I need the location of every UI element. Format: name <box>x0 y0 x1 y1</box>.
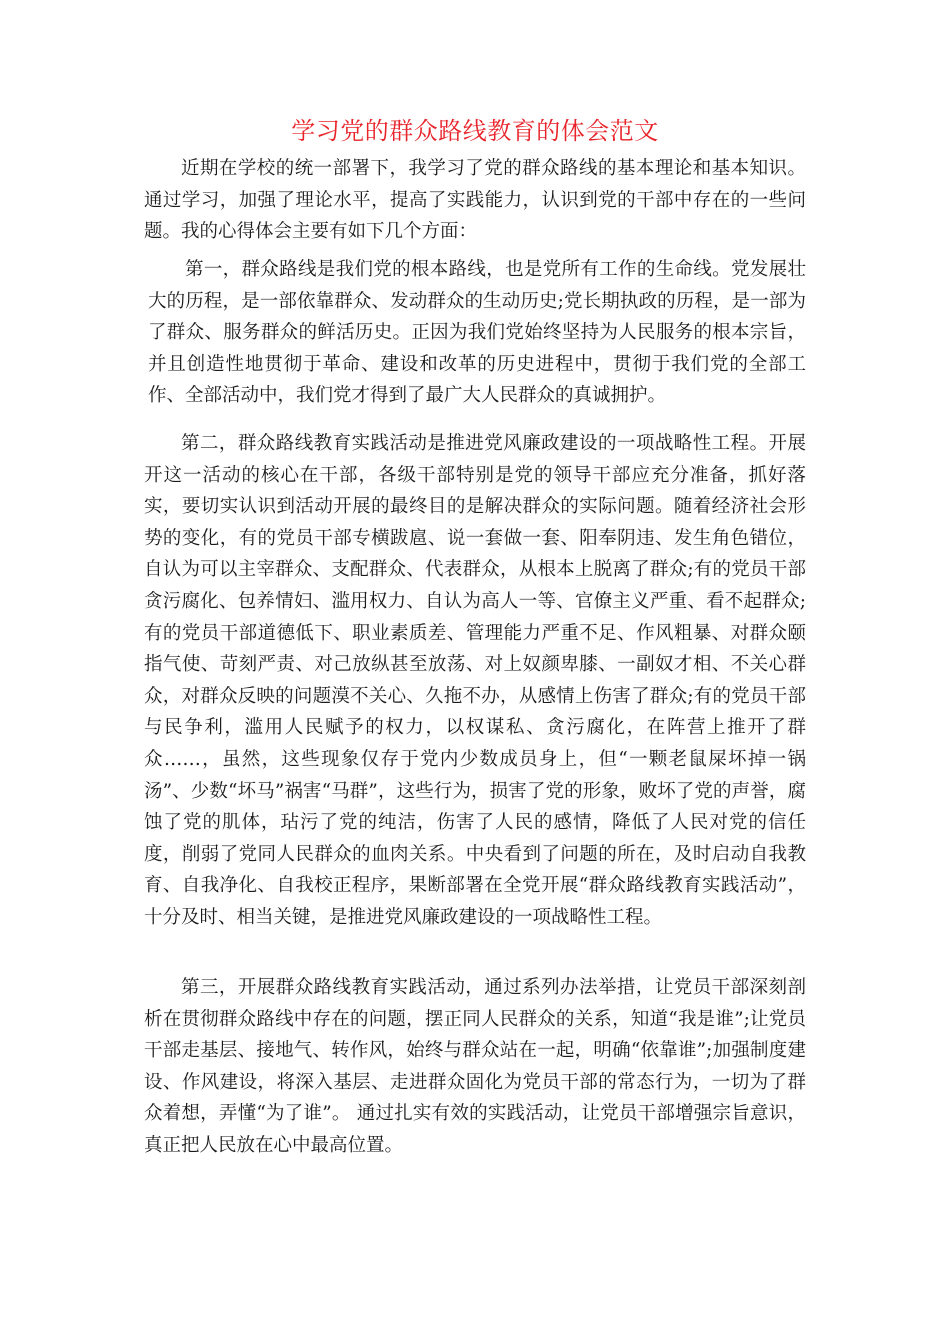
document-title: 学习党的群众路线教育的体会范文 <box>291 117 659 145</box>
paragraph-first-point: 第一，群众路线是我们党的根本路线，也是党所有工作的生命线。党发展壮大的历程，是一部依靠群众、发动群众的生动历史;党长期执政的历程，是一部为了群众、服务群众的鲜活历史。正因为我们党始终坚持为人民服务的根本宗旨，并且创造性地贯彻于革命、建设和改革的历史进程中，贯彻于我们党的全部工作、全部活动中，我们党才得到了最广大人民群众的真诚拥护。 <box>148 259 806 407</box>
paragraph-second-point: 第二，群众路线教育实践活动是推进党风廉政建设的一项战略性工程。开展开这一活动的核心在干部，各级干部特别是党的领导干部应充分准备，抓好落实，要切实认识到活动开展的最终目的是解决群众的实际问题。随着经济社会形势的变化，有的党员干部专横跋扈、说一套做一套、阳奉阴违、发生角色错位，自认为可以主宰群众、支配群众、代表群众，从根本上脱离了群众;有的党员干部贪污腐化、包养情妇、滥用权力、自认为高人一等、官僚主义严重、看不起群众;有的党员干部道德低下、职业素质差、管理能力严重不足、作风粗暴、对群众颐指气使、苛刻严责、对己放纵甚至放荡、对上奴颜卑膝、一副奴才相、不关心群众，对群众反映的问题漠不关心、久拖不办，从感情上伤害了群众;有的党员干部与民争利，滥用人民赋予的权力，以权谋私、贪污腐化，在阵营上推开了群众……，虽然，这些现象仅存于党内少数成员身上，但“一颗老鼠屎坏掉一锅汤”、少数“坏马”祸害“马群”，这些行为，损害了党的形象，败坏了党的声誉，腐蚀了党的肌体，玷污了党的纯洁，伤害了人民的感情，降低了人民对党的信任度，削弱了党同人民群众的血肉关系。中央看到了问题的所在，及时启动自我教育、自我净化、自我校正程序，果断部署在全党开展“群众路线教育实践活动”，十分及时、相当关键，是推进党风廉政建设的一项战略性工程。 <box>144 433 806 928</box>
paragraph-intro: 近期在学校的统一部署下，我学习了党的群众路线的基本理论和基本知识。通过学习，加强了理论水平，提高了实践能力，认识到党的干部中存在的一些问题。我的心得体会主要有如下几个方面： <box>144 158 806 243</box>
paragraph-third-point: 第三，开展群众路线教育实践活动，通过系列办法举措，让党员干部深刻剖析在贯彻群众路线中存在的问题，摆正同人民群众的关系，知道“我是谁”;让党员干部走基层、接地气、转作风，始终与群众站在一起，明确“依靠谁”;加强制度建设、作风建设，将深入基层、走进群众固化为党员干部的常态行为，一切为了群众着想，弄懂“为了谁”。 通过扎实有效的实践活动，让党员干部增强宗旨意识，真正把人民放在心中最高位置。 <box>144 977 806 1156</box>
